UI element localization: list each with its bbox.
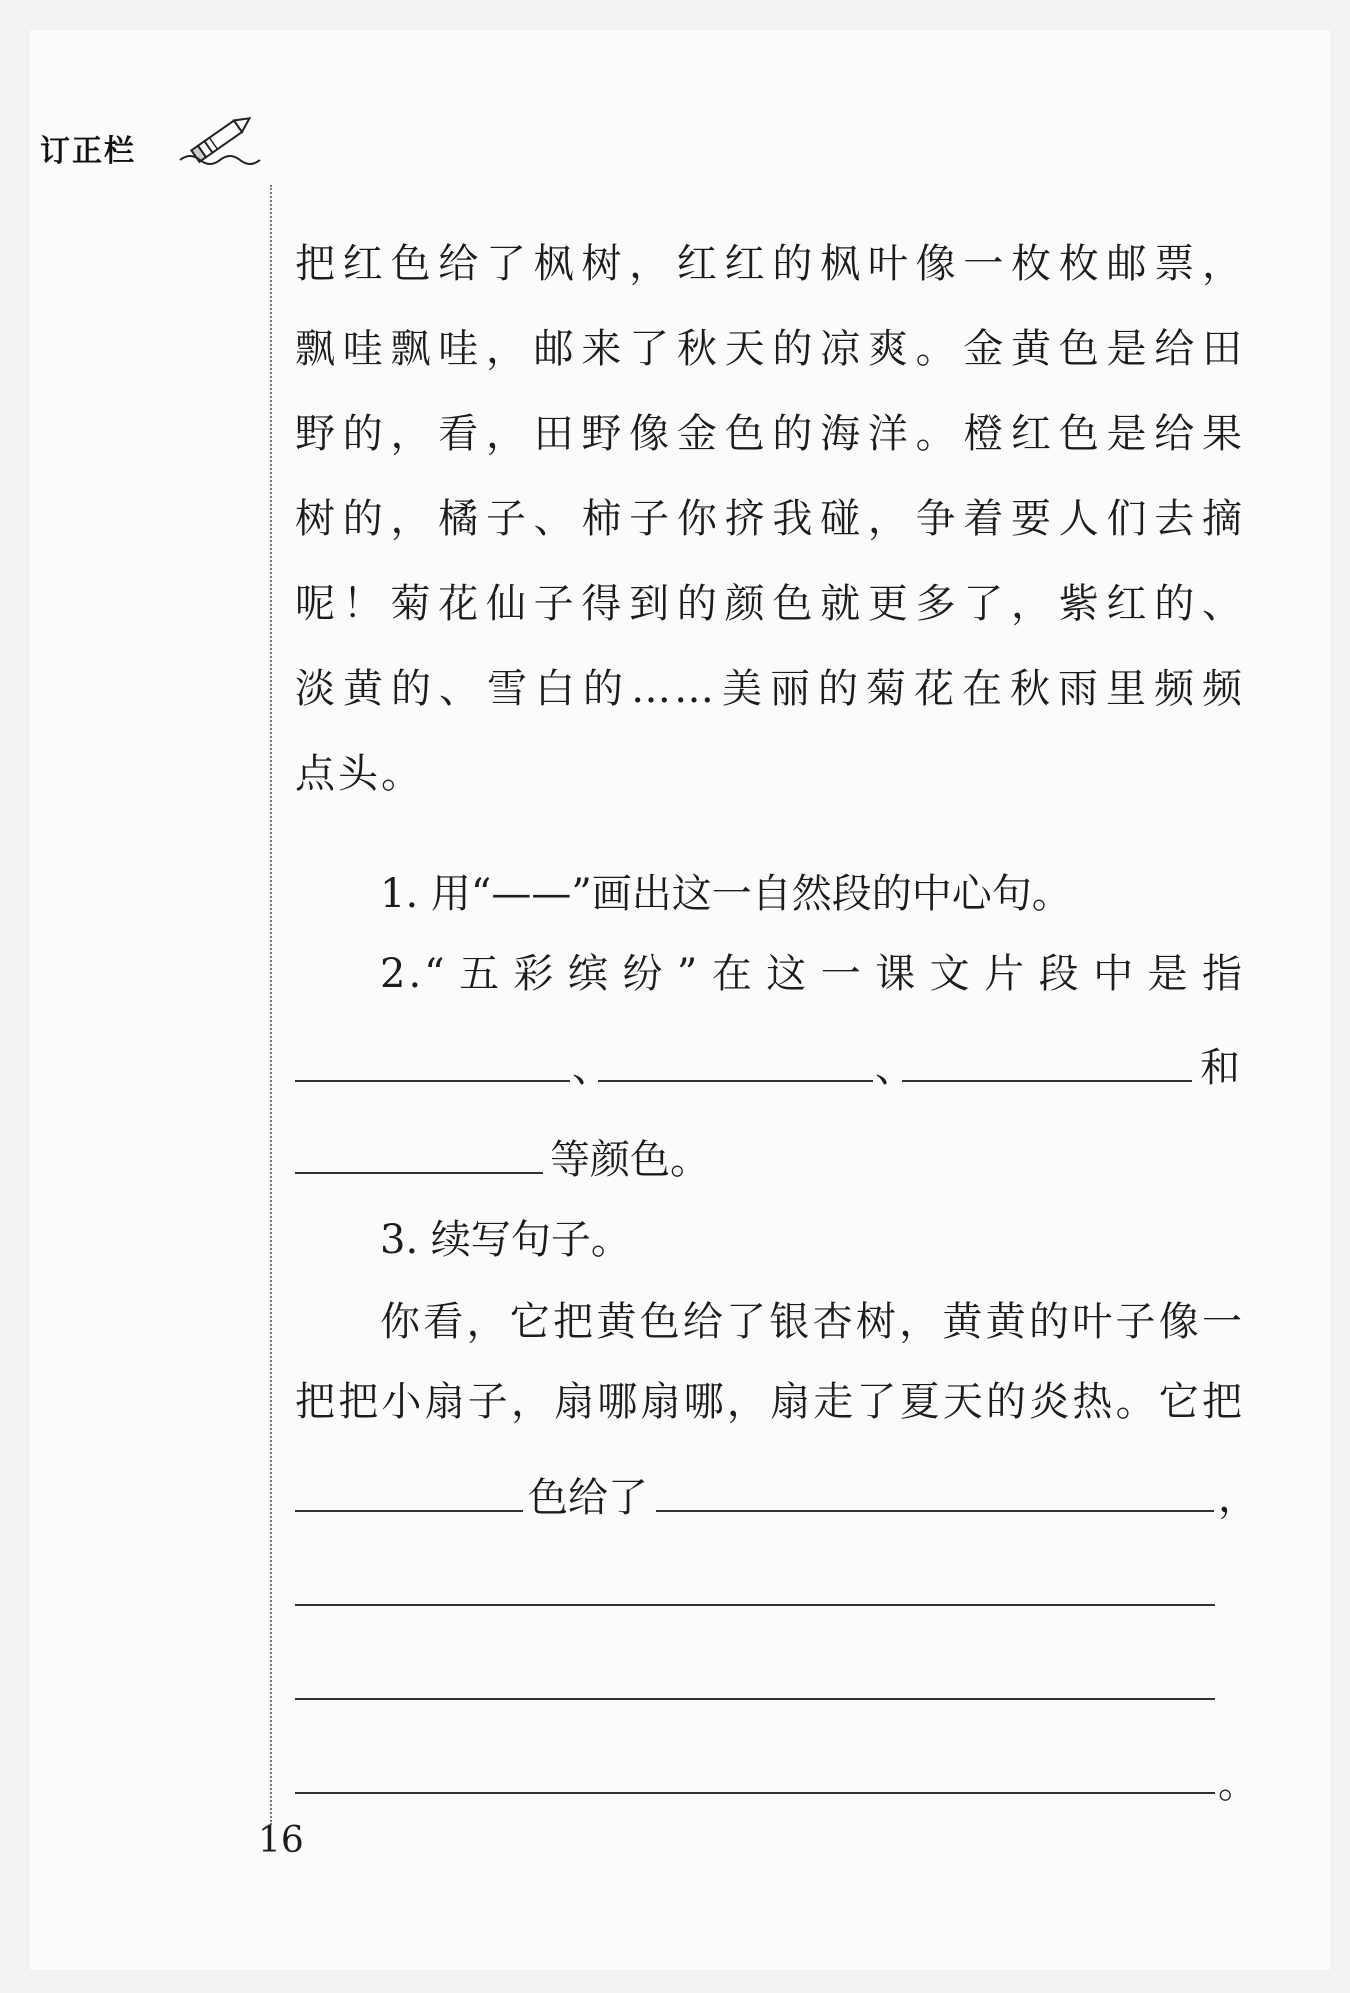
passage-line: 点头。: [295, 751, 424, 797]
passage-line: 把红色给了枫树，红红的枫叶像一枚枚邮票，: [295, 241, 1245, 287]
separator: 、: [572, 1045, 612, 1091]
question-3-example: 把把小扇子，扇哪扇哪，扇走了夏天的炎热。它把: [295, 1379, 1245, 1425]
separator: 、: [875, 1045, 915, 1091]
question-2-end: 等颜色。: [550, 1137, 710, 1183]
answer-blank[interactable]: [295, 1510, 523, 1512]
margin-divider: [270, 185, 272, 1825]
and-text: 和: [1200, 1045, 1240, 1091]
answer-line[interactable]: [295, 1604, 1215, 1606]
answer-blank[interactable]: [295, 1172, 543, 1174]
passage-line: 飘哇飘哇，邮来了秋天的凉爽。金黄色是给田: [295, 326, 1245, 372]
question-3-example: 你看，它把黄色给了银杏树，黄黄的叶子像一: [380, 1299, 1245, 1345]
passage-line: 呢！菊花仙子得到的颜色就更多了，紫红的、: [295, 581, 1245, 627]
question-3-mid: 色给了: [528, 1475, 648, 1521]
passage-line: 野的，看，田野像金色的海洋。橙红色是给果: [295, 411, 1245, 457]
question-2-prompt: 2.“五彩缤纷”在这一课文片段中是指: [380, 951, 1245, 997]
answer-blank[interactable]: [295, 1080, 570, 1082]
passage-line: 树的，橘子、柿子你挤我碰，争着要人们去摘: [295, 496, 1245, 542]
answer-blank[interactable]: [656, 1510, 1214, 1512]
answer-line[interactable]: [295, 1698, 1215, 1700]
period: 。: [1218, 1761, 1258, 1807]
correction-column-title: 订正栏: [40, 134, 136, 169]
page-number: 16: [258, 1820, 304, 1861]
passage-line: 淡黄的、雪白的……美丽的菊花在秋雨里频频: [295, 666, 1245, 712]
answer-blank[interactable]: [902, 1080, 1192, 1082]
comma: ，: [1218, 1475, 1258, 1521]
question-3: 3. 续写句子。: [380, 1217, 631, 1263]
answer-blank[interactable]: [598, 1080, 873, 1082]
answer-line[interactable]: [295, 1792, 1215, 1794]
question-1: 1. 用“——”画出这一自然段的中心句。: [380, 871, 1072, 917]
pencil-icon: [178, 108, 268, 168]
